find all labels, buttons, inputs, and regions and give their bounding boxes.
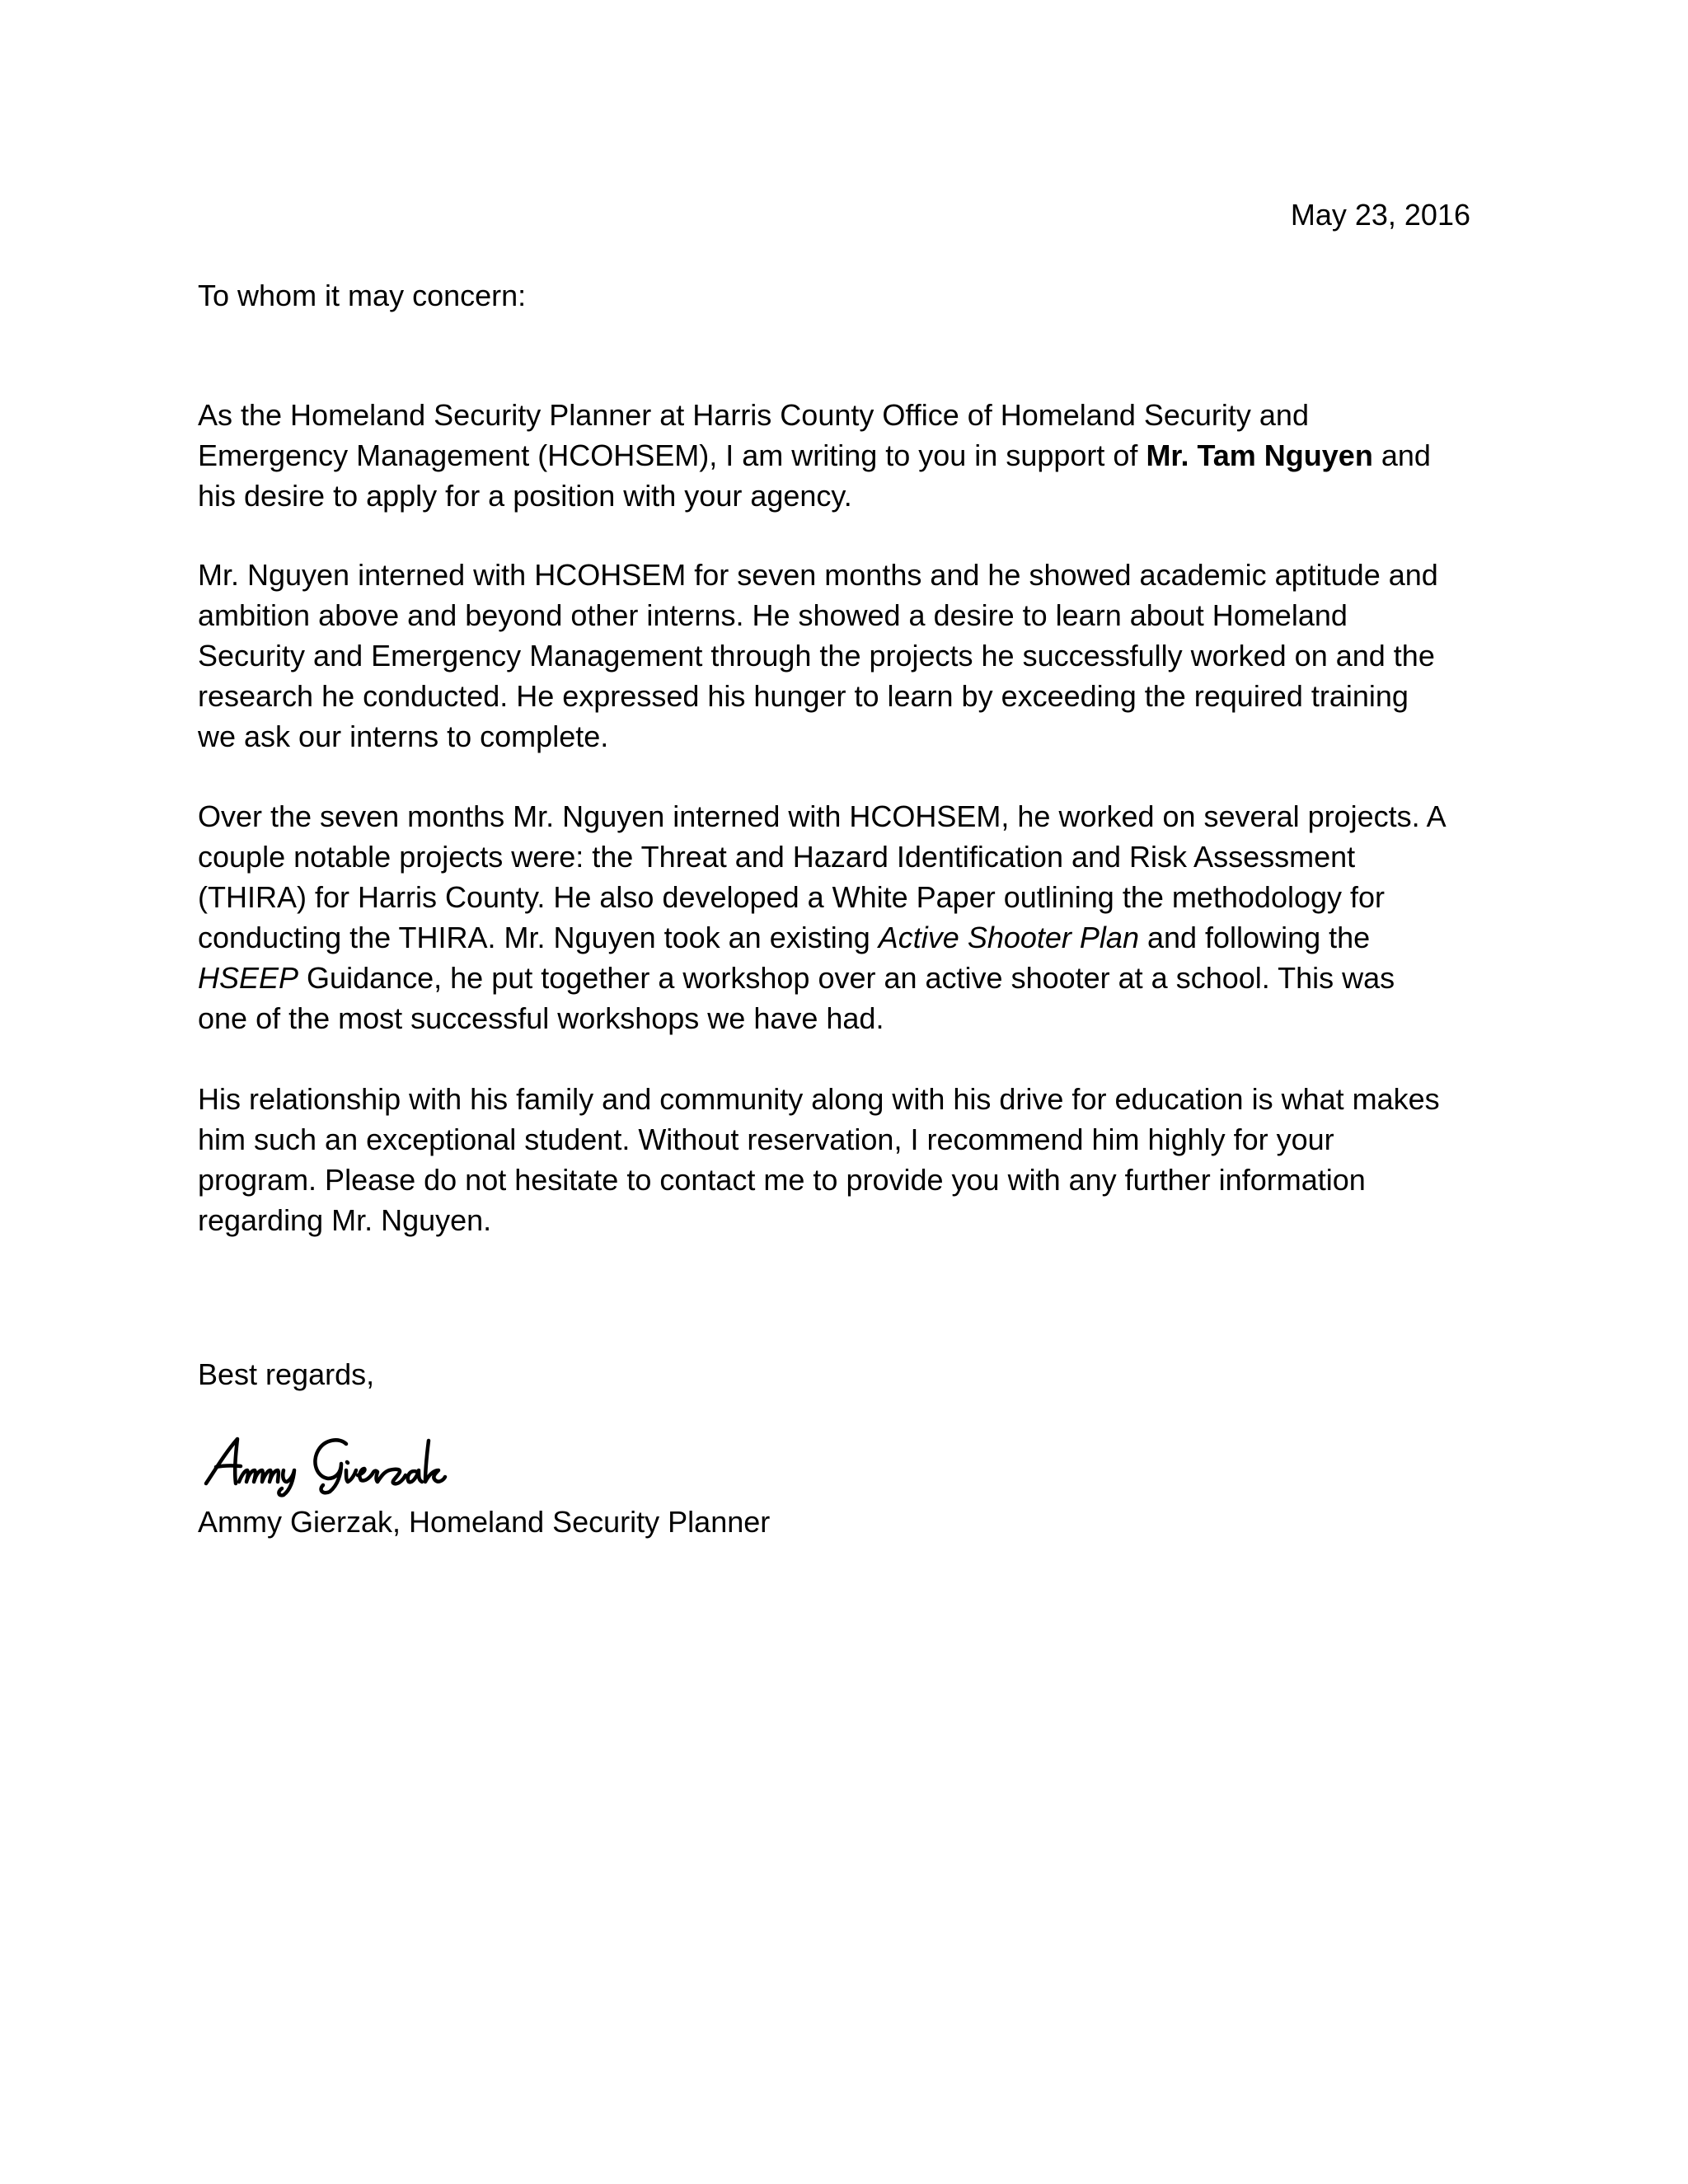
paragraph-line: regarding Mr. Nguyen.	[198, 1203, 492, 1237]
paragraph-line: ambition above and beyond other interns. He showed a desire to learn about Homeland	[198, 598, 1348, 632]
closing: Best regards,	[198, 1357, 375, 1391]
active-shooter-plan-title: Active Shooter Plan	[878, 921, 1139, 954]
paragraph-line: Security and Emergency Management through the projects he successfully worked on and the	[198, 639, 1435, 673]
paragraph-line: His relationship with his family and community along with his drive for education is what makes	[198, 1082, 1440, 1116]
paragraph-line: his desire to apply for a position with your agency.	[198, 479, 852, 513]
paragraph-line: Mr. Nguyen interned with HCOHSEM for seven months and he showed academic aptitude and	[198, 558, 1438, 592]
handwritten-signature	[201, 1432, 547, 1498]
paragraph-projects	[198, 796, 1500, 1038]
paragraph-line: one of the most successful workshops we have had.	[198, 1001, 884, 1035]
paragraph-line: research he conducted. He expressed his hunger to learn by exceeding the required training	[198, 679, 1409, 713]
paragraph-internship	[198, 555, 1500, 757]
paragraph-line	[198, 435, 1500, 476]
candidate-name: Mr. Tam Nguyen	[1146, 438, 1373, 472]
text-segment: Emergency Management (HCOHSEM), I am writing to you in support of	[198, 438, 1146, 472]
paragraph-line	[198, 958, 1500, 998]
salutation: To whom it may concern:	[198, 279, 527, 312]
paragraph-line: (THIRA) for Harris County. He also developed a White Paper outlining the methodology for	[198, 880, 1386, 914]
paragraph-line	[198, 917, 1500, 958]
hseep-title: HSEEP	[198, 961, 299, 995]
text-segment: Guidance, he put together a workshop over an active shooter at a school. This was	[298, 961, 1395, 995]
text-segment: and following the	[1138, 921, 1371, 954]
paragraph-introduction	[198, 395, 1500, 516]
paragraph-line: we ask our interns to complete.	[198, 719, 609, 753]
text-segment: conducting the THIRA. Mr. Nguyen took an existing	[198, 921, 879, 954]
paragraph-line: As the Homeland Security Planner at Harris County Office of Homeland Security and	[198, 398, 1309, 432]
paragraph-line: Over the seven months Mr. Nguyen interned with HCOHSEM, he worked on several projects. A	[198, 799, 1447, 833]
paragraph-line: program. Please do not hesitate to contact me to provide you with any further information	[198, 1163, 1366, 1197]
signer-name-title: Ammy Gierzak, Homeland Security Planner	[198, 1505, 771, 1539]
paragraph-line: him such an exceptional student. Without reservation, I recommend him highly for your	[198, 1122, 1334, 1156]
text-segment: and	[1372, 438, 1431, 472]
paragraph-line: couple notable projects were: the Threat and Hazard Identification and Risk Assessment	[198, 840, 1356, 874]
letter-date: May 23, 2016	[1290, 198, 1470, 232]
paragraph-recommendation	[198, 1079, 1500, 1240]
